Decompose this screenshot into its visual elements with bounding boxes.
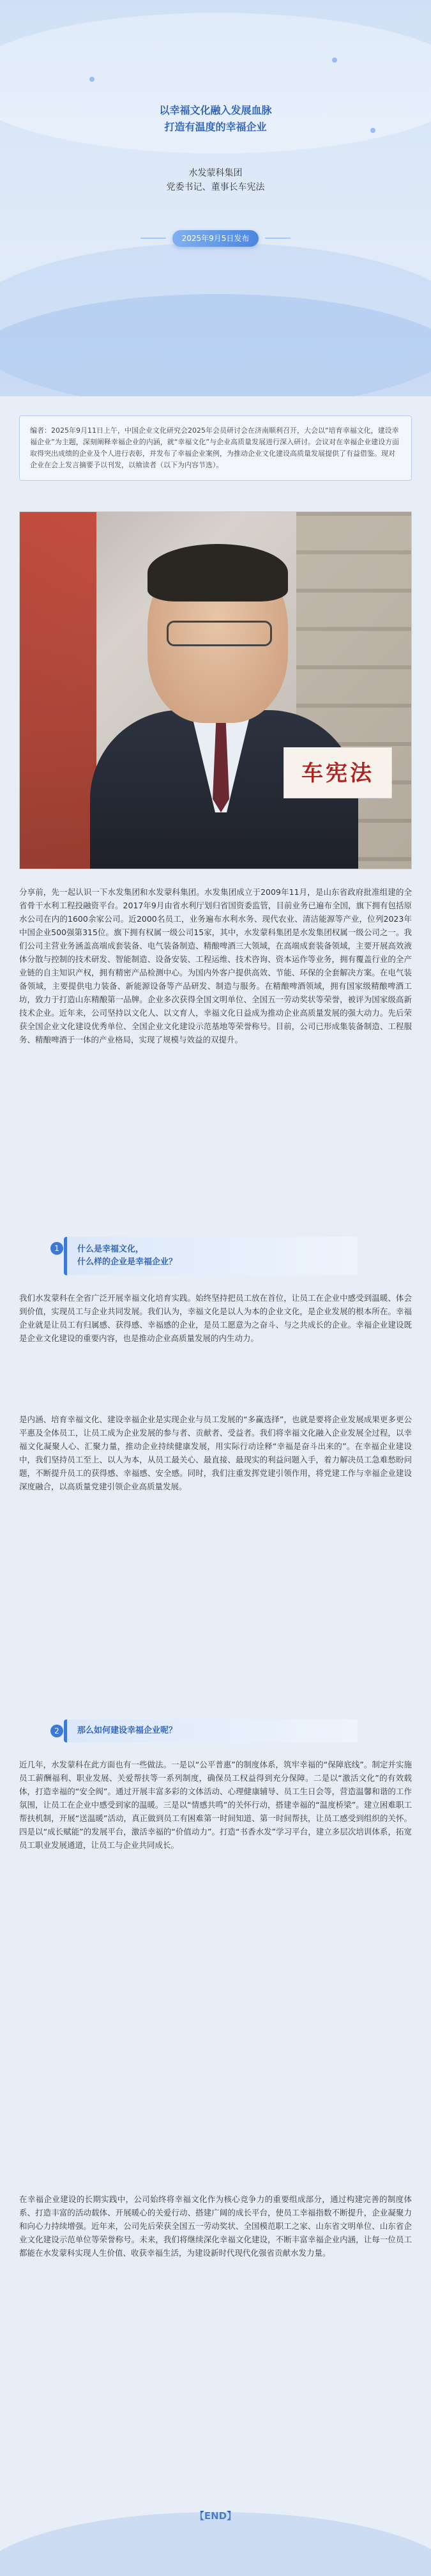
title-line: 以幸福文化融入发展血脉: [159, 104, 272, 116]
author-name: 党委书记、董事长车宪法: [166, 182, 265, 192]
decor-dot: [332, 58, 337, 63]
header-banner: [0, 0, 431, 396]
decor-dot: [89, 77, 95, 82]
name-plate: 车宪法: [284, 747, 392, 798]
section-heading-2: [54, 1719, 358, 1742]
section2-paragraph: 近几年，水发蒙科在此方面也有一些做法。一是以“公平普惠”的制度体系，筑牢幸福的“保障底线”。制定并实施员工薪酬福利、职业发展、关爱帮扶等一系列制度，确保员工权益得到充分保障。二是以“激活文化”的有效载体，打造幸福的“安全阀”。通过开展丰富多彩的文体活动、心理健康辅导、员工生日会等，营造温馨和谐的工作氛围，让员工在企业中感受到家的温暖。三是以“情感共鸣”的关怀行动，搭建幸福的“温度桥梁”。建立困难职工帮扶机制，开展“送温暖”活动，真正做到员工有困难第一时间知道、第一时间帮扶，让员工感受到组织的关怀。四是以“成长赋能”的发展平台，激活幸福的“价值动力”。打造“书香水发”学习平台，建立多层次培训体系，拓宽员工职业发展通道，让员工与企业共同成长。: [19, 1760, 412, 1850]
banner-wave: [0, 294, 431, 396]
speaker-photo: [19, 511, 412, 869]
editor-note: 编者：2025年9月11日上午，中国企业文化研究会2025年会员研讨会在济南顺利召开，大会以“培育幸福文化，建设幸福企业”为主题，深刻阐释幸福企业的内涵，就“幸福文化”与企业高质量发展进行深入研讨。会议对在幸福企业建设方面取得突出成绩的企业及个人进行表彰，并发布了幸福企业案例，为推动企业文化建设高质量发展提供了有益借鉴。现对企业在会上发言摘要予以刊发，以飨读者（以下为内容节选）。: [19, 415, 412, 481]
author-info: [0, 166, 431, 194]
date-badge: 2025年9月5日发布: [172, 230, 259, 247]
title-line: 打造有温度的幸福企业: [164, 121, 267, 133]
intro-paragraph: 分享前，先一起认识一下水发集团和水发蒙科集团。水发集团成立于2009年11月，是山东省政府批准组建的全省骨干水利工程投融资平台。2017年9月由省水利厅划归省国资委监管，目前业务已遍布全国，旗下拥有包括原水公司在内的1600余家公司。近2000名员工，业务遍布水利水务、现代农业、清洁能源等产业，位列2023年中国企业500强第315位。旗下拥有权属一级公司15家，其中，水发蒙科集团是水发集团权属一级公司之一。我们公司主营业务涵盖高端成套装备、电气装备制造、精酿啤酒三大领域，在高端成套装备领域，主要开展高效液体分散与控制的技术研发、智能制造、设备安装、工程运维、技术咨询、资本运作等业务，拥有覆盖行业的全产业链的自主知识产权，拥有精密产品检测中心。为国内外客户提供高效、节能、环保的全套解决方案。在电气装备领域，主要提供电力装备、新能源设备等产品研发、制造与服务。在精酿啤酒领域，拥有国家级精酿啤酒工坊，致力于打造山东精酿第一品牌。企业多次获得全国文明单位、全国五一劳动奖状等荣誉，被评为国家级高新技术企业。近年来，公司坚持以文化人、以文育人，幸福文化日益成为推动企业高质量发展的强大动力。先后荣获全国企业文化建设优秀单位、全国企业文化建设示范基地等荣誉称号。目前，公司已形成集装备制造、工程服务、精酿啤酒于一体的产业格局，实现了规模与效益的双提升。: [19, 887, 412, 1044]
speaker-hair: [147, 544, 288, 601]
section-title: 那么如何建设幸福企业呢？: [77, 1726, 178, 1735]
article-title: [0, 102, 431, 136]
section1-paragraph: 我们水发蒙科在全省广泛开展幸福文化培育实践。始终坚持把员工放在首位，让员工在企业中感受到温暖、体会到价值，实现员工与企业共同发展。我们认为，幸福文化是以人为本的企业文化，是企业发展的根本所在。幸福企业就是让员工有归属感、获得感、幸福感的企业，是员工愿意为之奋斗、与之共成长的企业。幸福企业建设既是企业文化建设的重要内容，也是推动企业高质量发展的内生动力。: [19, 1293, 412, 1343]
flag-backdrop: [20, 512, 96, 869]
section-title: 什么样的企业是幸福企业？: [77, 1257, 178, 1267]
glasses-icon: [167, 621, 272, 646]
section1-paragraph: 是内涵、培育幸福文化、建设幸福企业是实现企业与员工发展的“多赢选择”，也就是要将企业发展成果更多更公平惠及全体员工，让员工成为企业发展的参与者、贡献者、受益者。我们将幸福文化融入企业发展全过程，以幸福文化凝聚人心、汇聚力量，推动企业持续健康发展，用实际行动诠释“幸福是奋斗出来的”。在幸福企业建设中，我们坚持员工至上、以人为本，从员工最关心、最直接、最现实的利益问题入手，着力解决员工急难愁盼问题，不断提升员工的获得感、幸福感、安全感。同时，我们注重发挥党建引领作用，将党建工作与幸福企业建设深度融合，以高质量党建引领企业高质量发展。: [19, 1415, 412, 1491]
section-title: 什么是幸福文化，: [77, 1245, 144, 1254]
section-number: 1: [50, 1242, 63, 1255]
section-number: 2: [50, 1725, 63, 1737]
end-mark: 【END】: [194, 2510, 237, 2522]
section2-paragraph: 在幸福企业建设的长期实践中，公司始终将幸福文化作为核心竞争力的重要组成部分，通过构建完善的制度体系、打造丰富的活动载体、开展暖心的关爱行动、搭建广阔的成长平台，使员工幸福指数不断提升，企业凝聚力和向心力持续增强。近年来，公司先后荣获全国五一劳动奖状、全国模范职工之家、山东省文明单位、山东省企业文化建设示范单位等荣誉称号。未来，我们将继续深化幸福文化建设，不断丰富幸福企业内涵，让每一位员工都能在水发蒙科实现人生价值、收获幸福生活，为建设新时代现代化强省贡献水发力量。: [19, 2194, 412, 2258]
section-heading-1: [54, 1237, 358, 1275]
organization-name: 水发蒙科集团: [188, 168, 243, 178]
